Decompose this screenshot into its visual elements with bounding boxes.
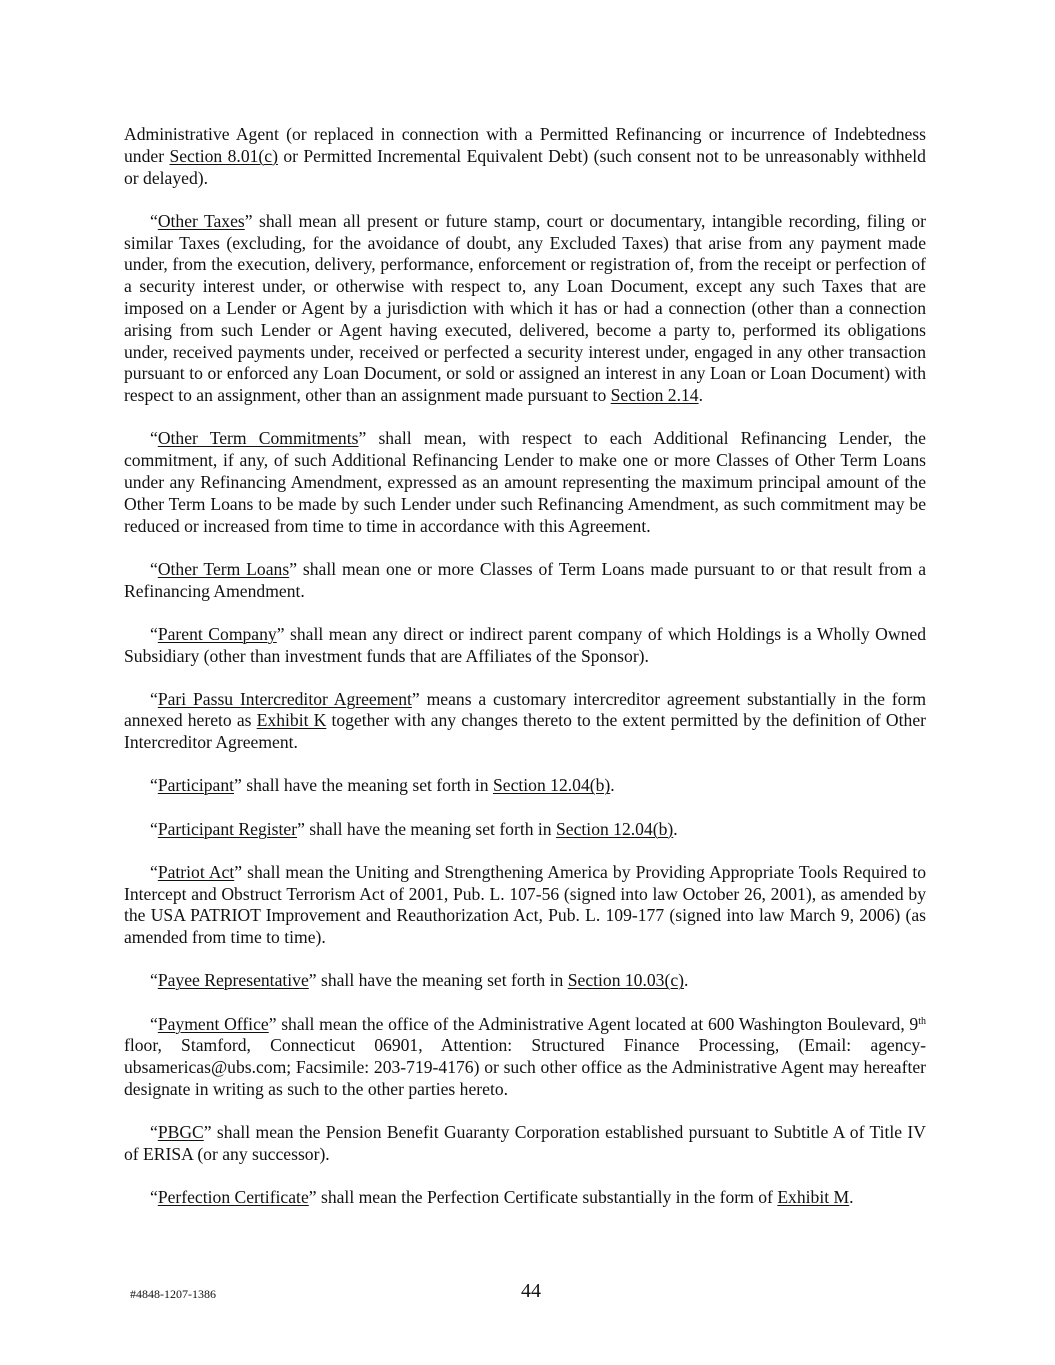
definition-text: shall mean any direct or indirect parent company of which Holdings is a Wholly Owned Subsidiary (other than investment funds that are Affiliates of the Sponsor).: [124, 623, 926, 666]
continuation-paragraph: [124, 124, 926, 189]
definition-other-taxes: [124, 211, 926, 407]
quote: “: [150, 970, 158, 991]
defined-term: Perfection Certificate: [157, 1187, 309, 1208]
text: .: [673, 818, 678, 839]
quote: “: [150, 1122, 158, 1143]
definition-pbgc: [124, 1122, 926, 1166]
quote: ”: [244, 210, 253, 231]
cross-reference-link[interactable]: Section 2.14: [610, 385, 699, 406]
definition-parent-company: [124, 624, 926, 668]
text: or Permitted Incremental Equivalent Debt) (such consent not to be unreasonably withheld or delayed).: [124, 145, 926, 188]
quote: ”: [308, 970, 317, 991]
definition-text: floor, Stamford, Connecticut 06901, Attention: Structured Finance Processing, (Email: agency-ubsamericas@ubs.com; Facsimile: 203-719-4176) or such other office as the Administrative Agent may hereafter designate in writing as such to the other parties hereto.: [124, 1035, 926, 1099]
text: together with any changes thereto to the extent permitted by the definition of Other Intercreditor Agreement.: [124, 710, 926, 753]
quote: “: [150, 688, 158, 709]
quote: ”: [297, 818, 305, 839]
quote: “: [150, 1187, 158, 1208]
quote: “: [150, 558, 158, 579]
quote: “: [150, 861, 158, 882]
definition-patriot-act: [124, 862, 926, 949]
cross-reference-link[interactable]: Section 8.01(c): [169, 145, 278, 166]
defined-term: Other Term Commitments: [157, 428, 359, 449]
cross-reference-link[interactable]: Exhibit K: [256, 710, 327, 731]
cross-reference-link[interactable]: Section 12.04(b): [556, 818, 674, 839]
quote: “: [150, 428, 158, 449]
defined-term: Participant: [157, 775, 235, 796]
definition-text: shall mean, with respect to each Additional Refinancing Lender, the commitment, if any, of such Additional Refinancing Lender to make one or more Classes of Other Term Loans under any Refinancing Amendment, expressed as an amount representing the maximum principal amount of the Other Term Loans to be made by such Lender under such Refinancing Amendment, as such commitment may be reduced or increased from time to time in accordance with this Agreement.: [124, 428, 926, 536]
text: .: [849, 1187, 854, 1208]
definition-text: shall have the meaning set forth in: [304, 818, 557, 839]
definition-payee-representative: [124, 970, 926, 992]
definition-text: shall mean the Pension Benefit Guaranty Corporation established pursuant to Subtitle A of Title IV of ERISA (or any successor).: [124, 1122, 926, 1164]
quote: “: [150, 623, 158, 644]
quote: ”: [358, 428, 367, 449]
text: .: [610, 775, 615, 796]
document-id: #4848-1207-1386: [130, 1287, 216, 1301]
quote: ”: [289, 558, 297, 579]
ordinal-superscript: th: [918, 1015, 926, 1027]
definition-pari-passu-intercreditor-agreement: [124, 689, 926, 754]
defined-term: Pari Passu Intercreditor Agreement: [157, 688, 412, 709]
text: .: [698, 385, 704, 406]
defined-term: Payment Office: [157, 1013, 269, 1034]
definition-text: shall have the meaning set forth in: [241, 775, 493, 796]
quote: ”: [276, 623, 285, 644]
definition-other-term-loans: [124, 559, 926, 603]
definition-text: shall mean the Perfection Certificate substantially in the form of: [316, 1187, 778, 1208]
quote: “: [150, 210, 158, 231]
definition-text: shall have the meaning set forth in: [316, 970, 568, 991]
quote: “: [150, 818, 158, 839]
definition-text: shall mean the Uniting and Strengthening America by Providing Appropriate Tools Required to Intercept and Obstruct Terrorism Act of 2001, Pub. L. 107-56 (signed into law October 26, 2001), as amended by the USA PATRIOT Improvement and Reauthorization Act, Pub. L. 109-177 (signed into law March 9, 2006) (as amended from time to time).: [124, 861, 926, 948]
quote: “: [150, 1013, 158, 1034]
quote: ”: [308, 1187, 317, 1208]
defined-term: Payee Representative: [157, 970, 309, 991]
defined-term: Other Term Loans: [157, 558, 290, 579]
quote: ”: [411, 688, 420, 709]
definition-other-term-commitments: [124, 428, 926, 537]
quote: “: [150, 775, 158, 796]
definition-text: shall mean one or more Classes of Term Loans made pursuant to or that result from a Refinancing Amendment.: [124, 558, 926, 601]
quote: ”: [268, 1013, 277, 1034]
document-page: [124, 124, 926, 1230]
cross-reference-link[interactable]: Section 12.04(b): [492, 775, 611, 796]
cross-reference-link[interactable]: Section 10.03(c): [567, 970, 685, 991]
quote: ”: [234, 775, 242, 796]
definition-participant: [124, 775, 926, 797]
quote: ”: [234, 861, 243, 882]
defined-term: Other Taxes: [157, 210, 245, 231]
definition-text: shall mean all present or future stamp, court or documentary, intangible recording, filing or similar Taxes (excluding, for the avoidance of doubt, any Excluded Taxes) that arise from any payment made under, from the execution, delivery, performance, enforcement or registration of, from the receipt or perfection of a security interest under, or otherwise with respect to, any Loan Document, except any such Taxes that are imposed on a Lender or Agent by a jurisdiction with which it has or had a connection (other than a connection arising from such Lender or Agent having executed, delivered, become a party to, performed its obligations under, received payments under, received or perfected a security interest under, engaged in any other transaction pursuant to or enforced any Loan Document, or sold or assigned an interest in any Loan or Loan Document) with respect to an assignment, other than an assignment made pursuant to: [124, 210, 926, 406]
definition-text: shall mean the office of the Administrative Agent located at 600 Washington Boulevard, 9: [276, 1013, 919, 1034]
quote: ”: [203, 1122, 212, 1143]
defined-term: Parent Company: [157, 623, 277, 644]
defined-term: PBGC: [157, 1122, 204, 1143]
defined-term: Participant Register: [157, 818, 298, 839]
defined-term: Patriot Act: [157, 861, 235, 882]
text: Administrative Agent (or replaced in connection with a Permitted Refinancing or incurrence of Indebtedness under: [124, 124, 926, 166]
definition-text: means a customary intercreditor agreement substantially in the form annexed hereto as: [124, 688, 927, 731]
definition-payment-office: [124, 1014, 926, 1101]
definition-participant-register: [124, 819, 926, 841]
definition-perfection-certificate: [124, 1187, 926, 1209]
cross-reference-link[interactable]: Exhibit M: [777, 1187, 850, 1208]
text: .: [684, 970, 689, 991]
page-number: 44: [521, 1280, 541, 1302]
